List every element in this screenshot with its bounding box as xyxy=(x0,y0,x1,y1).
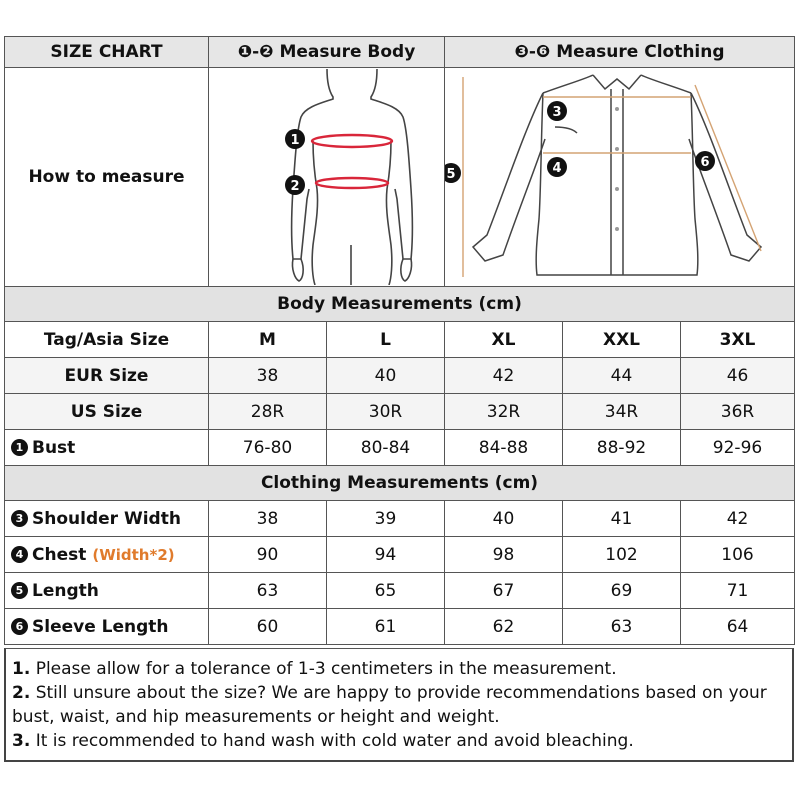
value-cell: 69 xyxy=(563,573,681,609)
chest-label: Chest xyxy=(32,544,87,565)
body-measure-lines xyxy=(312,135,392,188)
body-diagram-cell xyxy=(209,68,445,287)
size-cell: M xyxy=(209,322,327,358)
value-cell: 63 xyxy=(209,573,327,609)
length-label: Length xyxy=(32,580,99,601)
bust-label: Bust xyxy=(32,437,76,458)
value-cell: 61 xyxy=(327,609,445,645)
value-cell: 42 xyxy=(445,358,563,394)
value-cell: 88-92 xyxy=(563,430,681,466)
marker-3-badge: 3 xyxy=(11,510,28,527)
value-cell: 106 xyxy=(681,537,795,573)
value-cell: 64 xyxy=(681,609,795,645)
note-1-text: Please allow for a tolerance of 1-3 centimeters in the measurement. xyxy=(30,659,617,679)
clothing-measurements-title: Clothing Measurements (cm) xyxy=(5,466,795,501)
body-measurements-title: Body Measurements (cm) xyxy=(5,287,795,322)
table-row xyxy=(5,394,795,430)
header-row xyxy=(5,37,795,68)
row-label xyxy=(5,430,209,466)
row-label xyxy=(5,609,209,645)
table-row xyxy=(5,358,795,394)
table-row xyxy=(5,609,795,645)
value-cell: 41 xyxy=(563,501,681,537)
marker-4: 4 xyxy=(552,161,562,176)
value-cell: 36R xyxy=(681,394,795,430)
marker-2: 2 xyxy=(290,179,300,194)
table-row xyxy=(5,573,795,609)
value-cell: 60 xyxy=(209,609,327,645)
measure-body-heading: ❶-❷ Measure Body xyxy=(209,37,445,68)
body-measurements-band xyxy=(5,287,795,322)
marker-6: 6 xyxy=(700,155,710,170)
clothing-diagram-cell xyxy=(445,68,795,287)
note-1 xyxy=(12,657,786,681)
value-cell: 62 xyxy=(445,609,563,645)
value-cell: 102 xyxy=(563,537,681,573)
chest-width-note: (Width*2) xyxy=(92,545,175,564)
value-cell: 76-80 xyxy=(209,430,327,466)
marker-3: 3 xyxy=(552,105,562,120)
note-3-text: It is recommended to hand wash with cold water and avoid bleaching. xyxy=(30,731,634,751)
value-cell: 39 xyxy=(327,501,445,537)
table-row xyxy=(5,501,795,537)
note-3 xyxy=(12,729,786,753)
value-cell: 38 xyxy=(209,358,327,394)
value-cell: 80-84 xyxy=(327,430,445,466)
value-cell: 67 xyxy=(445,573,563,609)
shirt-diagram xyxy=(445,69,791,285)
marker-5-badge: 5 xyxy=(11,582,28,599)
value-cell: 32R xyxy=(445,394,563,430)
value-cell: 38 xyxy=(209,501,327,537)
marker-1-badge: 1 xyxy=(11,439,28,456)
value-cell: 46 xyxy=(681,358,795,394)
note-1-number: 1. xyxy=(12,659,31,679)
clothing-measure-lines xyxy=(463,77,761,277)
value-cell: 90 xyxy=(209,537,327,573)
value-cell: 28R xyxy=(209,394,327,430)
marker-6-badge: 6 xyxy=(11,618,28,635)
value-cell: 44 xyxy=(563,358,681,394)
marker-1: 1 xyxy=(290,133,300,148)
value-cell: 71 xyxy=(681,573,795,609)
value-cell: 63 xyxy=(563,609,681,645)
size-chart-table xyxy=(4,36,795,645)
how-to-measure-label: How to measure xyxy=(5,68,209,287)
value-cell: 40 xyxy=(445,501,563,537)
clothing-measurements-band xyxy=(5,466,795,501)
value-cell: 34R xyxy=(563,394,681,430)
row-label xyxy=(5,573,209,609)
size-cell: L xyxy=(327,322,445,358)
value-cell: 92-96 xyxy=(681,430,795,466)
shoulder-width-label: Shoulder Width xyxy=(32,508,181,529)
row-label: Tag/Asia Size xyxy=(5,322,209,358)
table-row xyxy=(5,537,795,573)
note-2 xyxy=(12,681,786,729)
marker-4-badge: 4 xyxy=(11,546,28,563)
size-cell: XXL xyxy=(563,322,681,358)
size-cell: 3XL xyxy=(681,322,795,358)
row-label: US Size xyxy=(5,394,209,430)
sleeve-length-label: Sleeve Length xyxy=(32,616,169,637)
row-label: EUR Size xyxy=(5,358,209,394)
value-cell: 40 xyxy=(327,358,445,394)
size-chart-title: SIZE CHART xyxy=(5,37,209,68)
measure-clothing-heading: ❸-❻ Measure Clothing xyxy=(445,37,795,68)
note-2-number: 2. xyxy=(12,683,31,703)
value-cell: 98 xyxy=(445,537,563,573)
row-label xyxy=(5,537,209,573)
row-label xyxy=(5,501,209,537)
notes-box xyxy=(4,648,794,762)
value-cell: 65 xyxy=(327,573,445,609)
table-row xyxy=(5,430,795,466)
marker-5: 5 xyxy=(446,167,456,182)
table-row xyxy=(5,322,795,358)
how-to-measure-row xyxy=(5,68,795,287)
size-cell: XL xyxy=(445,322,563,358)
note-2-text: Still unsure about the size? We are happy to provide recommendations based on your bust, waist, and hip measurements or height and weight. xyxy=(12,683,767,727)
note-3-number: 3. xyxy=(12,731,31,751)
value-cell: 42 xyxy=(681,501,795,537)
clothing-markers xyxy=(445,101,715,183)
value-cell: 94 xyxy=(327,537,445,573)
value-cell: 84-88 xyxy=(445,430,563,466)
value-cell: 30R xyxy=(327,394,445,430)
